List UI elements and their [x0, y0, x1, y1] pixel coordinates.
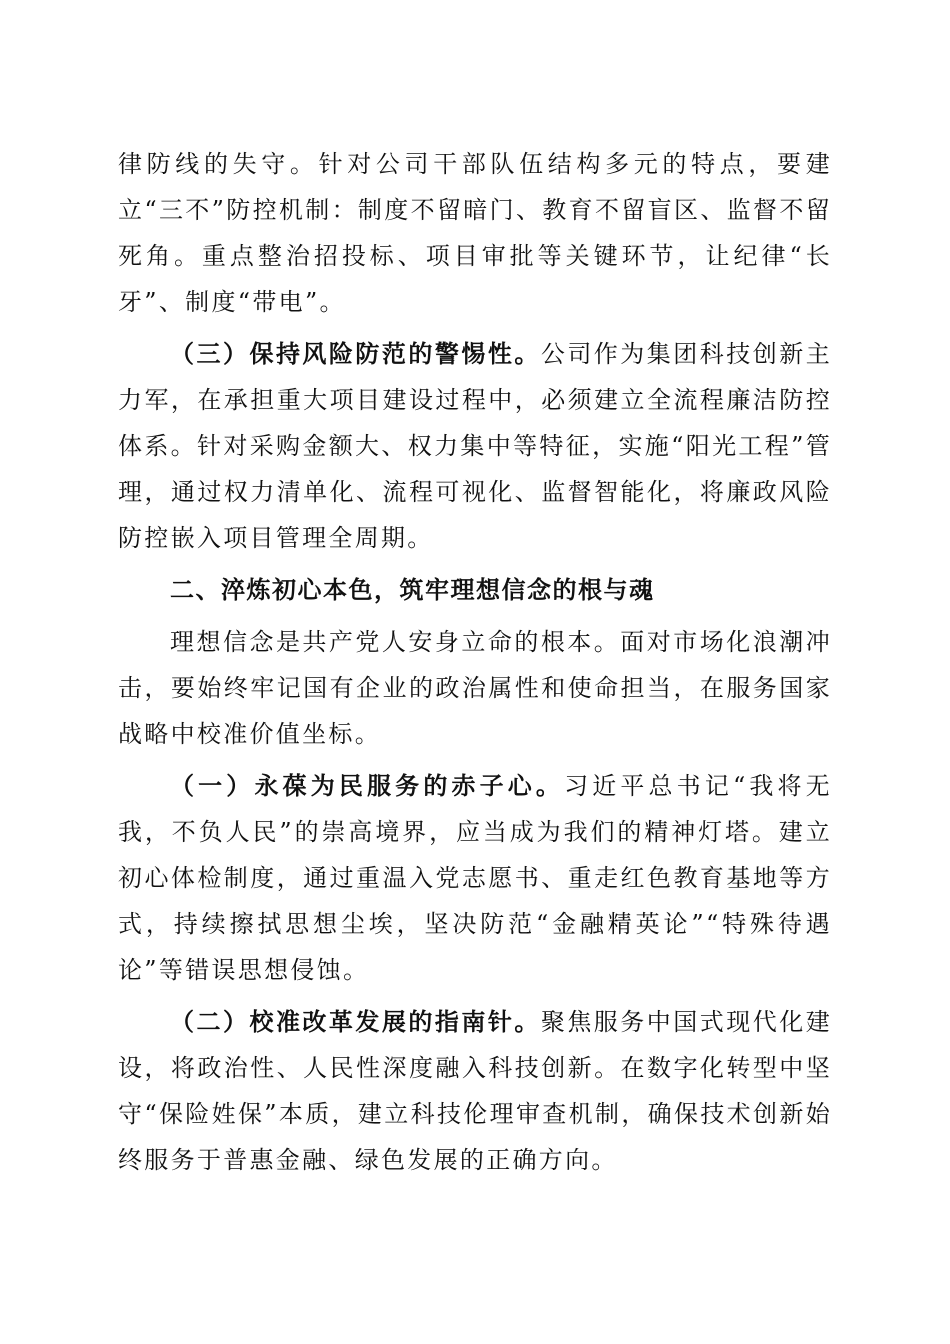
paragraph-body: 理想信念是共产党人安身立命的根本。面对市场化浪潮冲击，要始终牢记国有企业的政治属性和使命担当，在服务国家战略中校准价值坐标。: [118, 628, 832, 748]
paragraph-lead: （二）校准改革发展的指南针。: [170, 1007, 541, 1036]
paragraph-body: 公司作为集团科技创新主力军，在承担重大项目建设过程中，必须建立全流程廉洁防控体系。针对采购金额大、权力集中等特征，实施“阳光工程”管理，通过权力清单化、流程可视化、监督智能化，将廉政风险防控嵌入项目管理全周期。: [118, 340, 832, 552]
paragraph-serve-people: [118, 763, 832, 993]
paragraph-lead: （一）永葆为民服务的赤子心。: [170, 771, 565, 800]
section-heading: 二、淬炼初心本色，筑牢理想信念的根与魂: [170, 575, 655, 604]
paragraph-body: 律防线的失守。针对公司干部队伍结构多元的特点，要建立“三不”防控机制：制度不留暗门、教育不留盲区、监督不留死角。重点整治招投标、项目审批等关键环节，让纪律“长牙”、制度“带电”。: [118, 150, 832, 316]
paragraph-lead: （三）保持风险防范的警惕性。: [170, 339, 541, 368]
paragraph-reform-compass: [118, 999, 832, 1183]
document-page: [118, 141, 832, 1183]
paragraph-risk-prevention: [118, 331, 832, 561]
paragraph-continued: [118, 141, 832, 325]
paragraph-body: 聚焦服务中国式现代化建设，将政治性、人民性深度融入科技创新。在数字化转型中坚守“保险姓保”本质，建立科技伦理审查机制，确保技术创新始终服务于普惠金融、绿色发展的正确方向。: [118, 1008, 832, 1174]
paragraph-body: 习近平总书记“我将无我，不负人民”的崇高境界，应当成为我们的精神灯塔。建立初心体检制度，通过重温入党志愿书、重走红色教育基地等方式，持续擦拭思想尘埃，坚决防范“金融精英论”“特殊待遇论”等错误思想侵蚀。: [118, 772, 832, 984]
paragraph-ideals: [118, 619, 832, 757]
